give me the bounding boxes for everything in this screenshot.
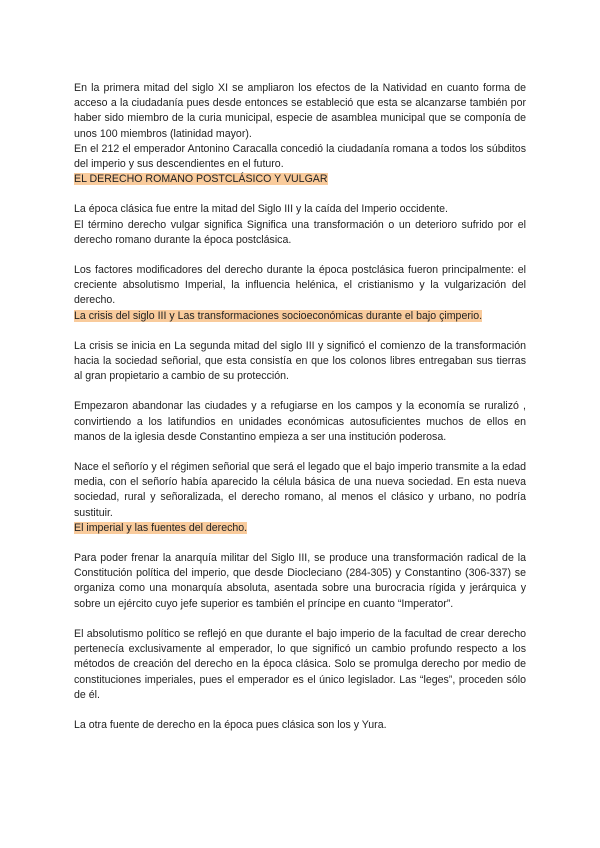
paragraph-otra-fuente: La otra fuente de derecho en la época pues clásica son los y Yura. [74,718,387,731]
heading-derecho-romano-postclasico: EL DERECHO ROMANO POSTCLÁSICO Y VULGAR [74,173,328,186]
paragraph-absolutismo-politico: El absolutismo político se reflejó en que durante el bajo imperio de la facultad de crear derecho pertenecía exclusivamente al emperador, lo que significó un cambio profundo respecto a los métodos de creación del derecho en la época clásica. Solo se promulga derecho por medio de constituciones imperiales, pues el emperador es el único legislador. Las “leges”, proceden sólo de él. [74,627,526,701]
section-heading-crisis [74,309,526,324]
document-page [74,81,526,733]
paragraph-crisis-inicio: La crisis se inicia en La segunda mitad del siglo III y significó el comienzo de la transformación hacia la sociedad señorial, que esta consistía en que los colonos libres entregaban sus tierras al gran propietario a cambio de su protección. [74,339,526,383]
paragraph-anarquia-militar: Para poder frenar la anarquía militar del Siglo III, se produce una transformación radical de la Constitución política del imperio, que desde Diocleciano (284-305) y Constantino (306-337) se organiza como una monarquía absoluta, asentada sobre una burocracia rígida y jerárquica y sobre un ejército cuyo jefe superior es también el príncipe en cuanto “Imperator”. [74,552,526,610]
heading-imperial-fuentes: El imperial y las fuentes del derecho. [74,521,248,534]
paragraph-senorio: Nace el señorío y el régimen señorial que será el legado que el bajo imperio transmite a la edad media, con el señorío había aparecido la célula básica de una nueva sociedad. En esta nueva sociedad, rural y señoralizada, el derecho romano, al menos el clásico y urbano, no podría sustituir. [74,461,526,519]
paragraph-factores-modificadores: Los factores modificadores del derecho durante la época postclásica fueron principalmente: el creciente absolutismo Imperial, la influencia helénica, el cristianismo y la vulgarización del derecho. [74,264,526,307]
paragraph-caracalla: En el 212 el emperador Antonino Caracalla concedió la ciudadanía romana a todos los súbditos del imperio y sus descendientes en el futuro. [74,142,526,171]
heading-crisis-siglo-iii: La crisis del siglo III y Las transformaciones socioeconómicas durante el bajo çimperio. [74,309,483,322]
section-heading-postclasico [74,172,526,187]
section-heading-fuentes [74,521,526,536]
paragraph-derecho-vulgar: El término derecho vulgar significa Significa una transformación o un deterioro sufrido por el derecho romano durante la época postclásica. [74,218,526,246]
paragraph-epoca-clasica: La época clásica fue entre la mitad del Siglo III y la caída del Imperio occidente. [74,203,448,216]
paragraph-abandono-ciudades: Empezaron abandonar las ciudades y a refugiarse en los campos y la economía se ruralizó , convirtiendo a los latifundios en unidades económicas autosuficientes muchos de ellos en manos de la iglesia desde Constantino empieza a ser una institución poderosa. [74,400,526,443]
paragraph-latinidad-mayor: En la primera mitad del siglo XI se ampliaron los efectos de la Natividad en cuanto forma de acceso a la ciudadanía pues desde entonces se estableció que esta se alcanzarse también por haber sido miembro de la curia municipal, especie de asamblea municipal que se componía de unos 100 miembros (latinidad mayor). [74,82,526,140]
